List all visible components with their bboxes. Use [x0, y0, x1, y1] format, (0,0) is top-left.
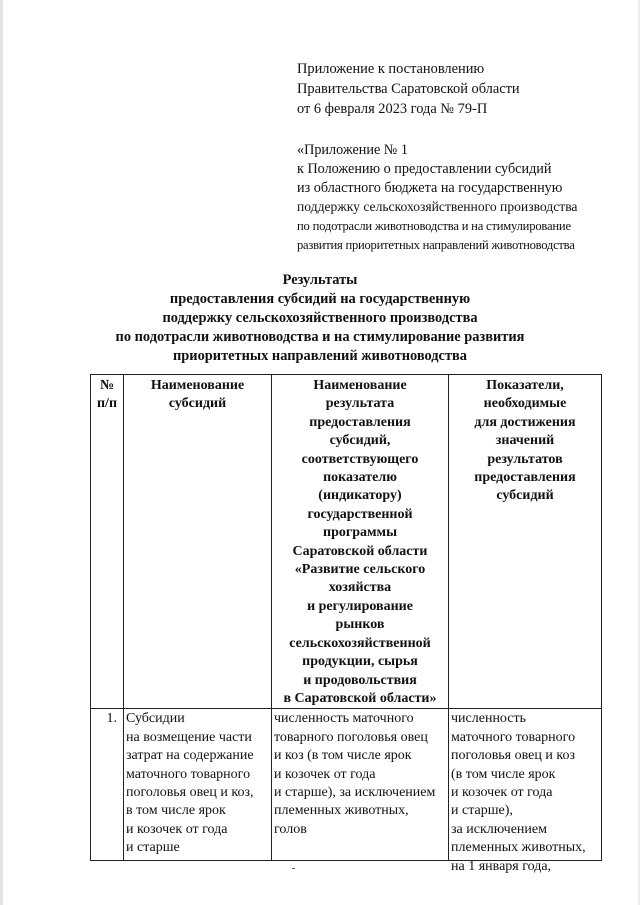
- row-subsidy-name: [124, 709, 272, 861]
- header-text: предоставления: [474, 470, 576, 486]
- cell-text: численность маточного: [274, 711, 414, 727]
- appendix-line: от 6 февраля 2023 года № 79-П: [297, 101, 488, 117]
- cell-text: (в том числе ярок: [451, 766, 556, 782]
- header-text: Показатели,: [486, 378, 564, 393]
- cell-lines: [274, 710, 448, 860]
- sub-appendix-line: «Приложение № 1: [297, 142, 408, 158]
- header-text: результата: [325, 396, 395, 412]
- cell-text: и коз (в том числе ярок: [274, 748, 412, 764]
- cell-text: затрат на содержание: [126, 748, 254, 764]
- appendix-line: Приложение к постановлению: [297, 61, 485, 77]
- cell-text: на 1 января года,: [451, 858, 552, 874]
- cell-text: товарного поголовья овец: [274, 729, 428, 745]
- sub-appendix-line: из областного бюджета на государственную: [297, 180, 563, 196]
- row-number: [91, 709, 124, 861]
- cell-text: и козочек от года: [451, 784, 553, 800]
- row-result-name: [272, 709, 449, 861]
- cell-text: маточного товарного: [451, 729, 576, 745]
- cell-text: за исключением: [451, 821, 547, 837]
- sub-appendix-line: развития приоритетных направлений животноводства: [297, 238, 575, 252]
- header-text: Наименование: [150, 378, 245, 393]
- sub-appendix-line: к Положению о предоставлении субсидий: [297, 161, 552, 177]
- results-table: [90, 374, 602, 874]
- cell-text: на возмещение части: [126, 729, 252, 745]
- sub-appendix-line: поддержку сельскохозяйственного производства: [297, 199, 578, 214]
- title-line: поддержку сельскохозяйственного производства: [162, 310, 478, 326]
- row-indicators: [449, 709, 602, 874]
- header-text: (индикатору): [318, 488, 402, 504]
- header-text: «Развитие сельского: [294, 562, 426, 578]
- cell-text: Субсидии: [126, 711, 185, 727]
- header-text: рынков: [335, 617, 385, 633]
- header-text: хозяйства: [328, 580, 392, 596]
- header-text: Наименование: [313, 378, 407, 393]
- header-text: в Саратовской области»: [283, 690, 437, 706]
- header-text: субсидий: [496, 488, 554, 504]
- header-result-name: [272, 375, 449, 709]
- header-text: соответствующего: [301, 451, 419, 467]
- table-header-row: [91, 375, 602, 709]
- table-row: [91, 709, 602, 861]
- cell-text: поголовья овец и коз,: [126, 784, 254, 800]
- header-text: п/п: [96, 396, 118, 412]
- header-text: программы: [323, 525, 397, 541]
- page-mark: [292, 868, 295, 869]
- cell-lines: [126, 710, 271, 860]
- header-text: необходимые: [483, 396, 567, 412]
- cell-text: маточного товарного: [126, 766, 251, 782]
- title-line: приоритетных направлений животноводства: [173, 348, 467, 364]
- title-line: Результаты: [282, 272, 358, 288]
- cell-text: голов: [274, 821, 307, 837]
- document-title: [0, 271, 640, 366]
- header-text: показателю: [323, 470, 397, 486]
- cell-text: численность: [451, 711, 526, 727]
- appendix-line: Правительства Саратовской области: [297, 81, 520, 97]
- cell-text: и козочек от года: [126, 821, 228, 837]
- cell-text: и старше),: [451, 803, 513, 819]
- header-text: и регулирование: [307, 598, 413, 614]
- header-number: [91, 375, 124, 709]
- cell-text: поголовья овец и коз: [451, 748, 575, 764]
- row-number-text: 1.: [106, 711, 117, 727]
- header-text: продукции, сырья: [302, 654, 418, 670]
- cell-text: племенных животных,: [274, 803, 409, 819]
- title-line: предоставления субсидий на государственную: [169, 291, 471, 307]
- scan-edge-left: [0, 0, 3, 905]
- header-text: №: [99, 378, 115, 393]
- header-indicators: [449, 375, 602, 709]
- sub-appendix-line: по подотрасли животноводства и на стимулирование: [297, 219, 571, 233]
- header-text: субсидий: [168, 396, 227, 412]
- header-text: для достижения: [474, 414, 576, 430]
- cell-lines: [451, 710, 601, 874]
- cell-text: и старше), за исключением: [274, 784, 436, 800]
- cell-text: и старше: [126, 840, 180, 856]
- cell-text: и козочек от года: [274, 766, 376, 782]
- header-subsidy-name: [124, 375, 272, 709]
- header-text: субсидий,: [329, 433, 391, 449]
- header-text: государственной: [307, 506, 413, 522]
- cell-text: племенных животных,: [451, 840, 586, 856]
- header-text: Саратовской области: [292, 543, 428, 559]
- title-line: по подотрасли животноводства и на стимулирование развития: [115, 329, 525, 345]
- header-text: сельскохозяйственной: [289, 635, 431, 651]
- header-text: значений: [495, 433, 555, 449]
- header-text: и продовольствия: [303, 672, 417, 688]
- header-text: предоставления: [309, 414, 411, 430]
- header-text: результатов: [487, 451, 563, 467]
- cell-text: в том числе ярок: [126, 803, 226, 819]
